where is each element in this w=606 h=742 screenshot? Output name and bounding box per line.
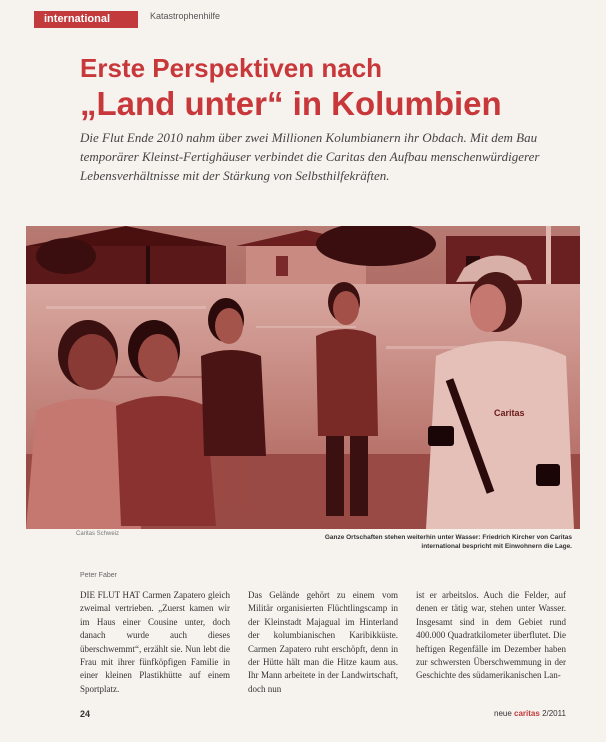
section-subtitle: Katastrophenhilfe [150, 11, 221, 21]
footer-prefix: neue [494, 709, 512, 718]
author-byline: Peter Faber [80, 572, 117, 579]
photo-illustration [26, 226, 580, 529]
photo-credit: Caritas Schweiz [76, 531, 120, 537]
footer-issue: 2/2011 [542, 709, 566, 718]
article-column-1: DIE FLUT HAT Carmen Zapatero gleich zweimal vertrieben. „Zuerst kamen wir im Haus einer Cousine unter, doch danach wurde auch dieses überschwemmt“, erzählt sie. Nun lebt die Frau mit ihrer fünfköpfigen Familie in einer kleinen Plastikhütte auf einem Sportplatz. [80, 590, 230, 694]
headline [80, 52, 580, 124]
lead-paragraph: Die Flut Ende 2010 nahm über zwei Millionen Kolumbianern ihr Obdach. Mit dem Bau temporärer Kleinst-Fertighäuser verbindet die Caritas den Aufbau menschenwürdigerer Lebensverhältnisse mit der Stärkung von Selbsthilfekräften. [80, 130, 540, 183]
photo-caption: Ganze Ortschaften stehen weiterhin unter Wasser: Friedrich Kircher von Caritas international bespricht mit Einwohnern die Lage. [324, 534, 572, 550]
page-number: 24 [80, 709, 91, 719]
footer-brand [494, 709, 566, 718]
article-column-3: ist er arbeitslos. Auch die Felder, auf denen er tätig war, stehen unter Wasser. Insgesamt sind in dem Gebiet rund 400.000 Quadratkilometer überflutet. Die heftigen Regenfälle im Dezember haben zur schwersten Überschwemmung in der Geschichte des südamerikanischen Lan- [416, 590, 566, 681]
footer-brand-name: caritas [514, 709, 540, 718]
headline-line-2: „Land unter“ in Kolumbien [80, 85, 502, 122]
headline-line-1: Erste Perspektiven nach [80, 53, 383, 83]
vest-logo-text: Caritas [494, 408, 525, 418]
section-tag: international [34, 11, 138, 28]
article-column-2: Das Gelände gehört zu einem vom Militär organisierten Flüchtlingscamp in der Kleinstadt Majagual im Hinterland der kolumbianischen Karibikküste. Carmen Zapatero ruht erschöpft, denn in der Hütte hält man die Hitze kaum aus. Ihr Mann arbeitete in der Landwirtschaft, doch nun [248, 590, 398, 694]
article-photo [26, 226, 580, 529]
